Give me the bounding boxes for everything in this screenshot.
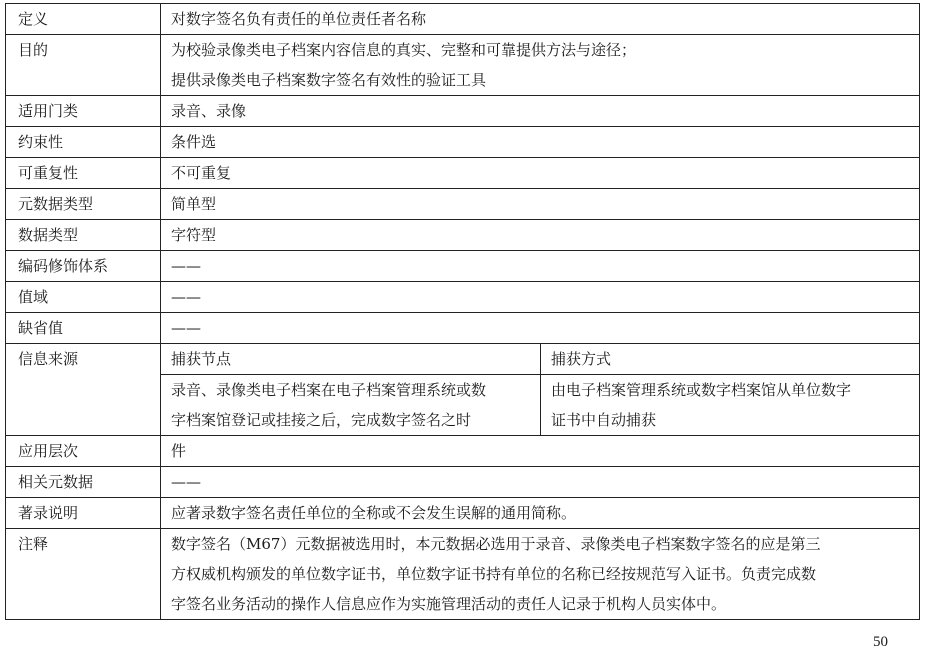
value-line: 字档案馆登记或挂接之后，完成数字签名之时: [171, 411, 472, 429]
value-line: 方权威机构颁发的单位数字证书，单位数字证书持有单位的名称已经按规范写入证书。负责完成数: [171, 565, 817, 583]
row-label: 定义: [6, 4, 161, 35]
row-label: 应用层次: [6, 436, 161, 467]
row-label: 可重复性: [6, 158, 161, 189]
row-value: 录音、录像: [161, 96, 920, 127]
table-row: [6, 189, 920, 220]
value-line: 字签名业务活动的操作人信息应作为实施管理活动的责任人记录于机构人员实体中。: [171, 595, 727, 613]
row-label: 数据类型: [6, 220, 161, 251]
row-label: 值域: [6, 282, 161, 313]
value-line: 由电子档案管理系统或数字档案馆从单位数字: [551, 381, 852, 399]
table-row: [6, 529, 920, 620]
table-row: [6, 158, 920, 189]
row-label: 适用门类: [6, 96, 161, 127]
row-label: 信息来源: [6, 344, 161, 436]
row-label: 约束性: [6, 127, 161, 158]
table-row: [6, 251, 920, 282]
table-row: [6, 127, 920, 158]
row-label: 元数据类型: [6, 189, 161, 220]
row-label: 相关元数据: [6, 467, 161, 498]
value-line: 为校验录像类电子档案内容信息的真实、完整和可靠提供方法与途径；: [171, 41, 637, 59]
row-value: [161, 35, 920, 96]
capture-node-value: [161, 375, 541, 436]
row-value: 对数字签名负有责任的单位责任者名称: [161, 4, 920, 35]
row-value: ——: [161, 282, 920, 313]
metadata-table: [5, 3, 920, 620]
table-row: [6, 498, 920, 529]
row-value: [161, 529, 920, 620]
row-value: 字符型: [161, 220, 920, 251]
row-label: 著录说明: [6, 498, 161, 529]
value-line: 数字签名（M67）元数据被选用时，本元数据必选用于录音、录像类电子档案数字签名的应是第三: [171, 535, 821, 553]
row-value: ——: [161, 251, 920, 282]
table-row: [6, 4, 920, 35]
value-line: 提供录像类电子档案数字签名有效性的验证工具: [171, 71, 487, 89]
capture-method-header: 捕获方式: [541, 344, 920, 375]
table-row: [6, 220, 920, 251]
table-row: [6, 35, 920, 96]
table-row: [6, 313, 920, 344]
table-row: [6, 344, 920, 375]
row-value: 不可重复: [161, 158, 920, 189]
table-row: [6, 282, 920, 313]
page-number: 50: [873, 634, 888, 650]
table-row: [6, 467, 920, 498]
row-value: 简单型: [161, 189, 920, 220]
value-line: 录音、录像类电子档案在电子档案管理系统或数: [171, 381, 487, 399]
value-line: 证书中自动捕获: [551, 411, 657, 429]
table-row: [6, 436, 920, 467]
row-label: 目的: [6, 35, 161, 96]
row-value: 件: [161, 436, 920, 467]
row-label: 注释: [6, 529, 161, 620]
row-label: 编码修饰体系: [6, 251, 161, 282]
row-value: ——: [161, 467, 920, 498]
row-value: 应著录数字签名责任单位的全称或不会发生误解的通用简称。: [161, 498, 920, 529]
row-label: 缺省值: [6, 313, 161, 344]
capture-method-value: [541, 375, 920, 436]
capture-node-header: 捕获节点: [161, 344, 541, 375]
table-row: [6, 96, 920, 127]
row-value: 条件选: [161, 127, 920, 158]
row-value: ——: [161, 313, 920, 344]
